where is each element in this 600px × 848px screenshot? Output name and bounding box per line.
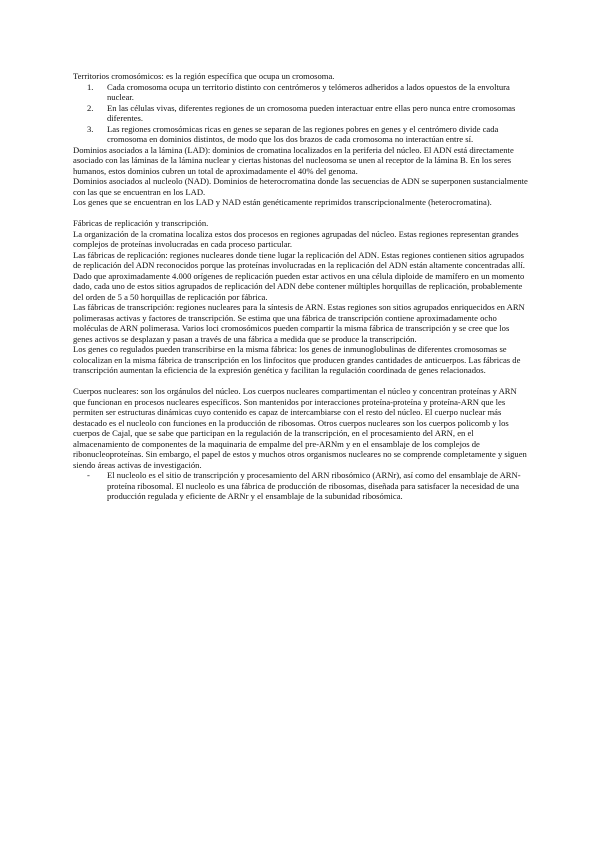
- cuerpos-paragraph: Cuerpos nucleares: son los orgánulos del núcleo. Los cuerpos nucleares compartimentan el núcleo y concentran proteínas y ARN que funcionan en procesos nucleares específicos. Son mantenidos por interacciones proteína-proteína y proteína-ARN que les permiten ser estructuras dinámicas cuyo contenido es capaz de intercambiarse con el resto del núcleo. El cuerpo nuclear más destacado es el nucleolo con funciones en la producción de ribosomas. Otros cuerpos nucleares son los cuerpos policomb y los cuerpos de Cajal, que se sabe que participan en la regulación de la transcripción, en el procesamiento del ARN, en el almacenamiento de componentes de la maquinaria de empalme del pre-ARNm y en el ensamblaje de los complejos de ribonucleoproteínas. Sin embargo, el papel de estos y muchos otros organismos nucleares no se comprende completamente y siguen siendo áreas activas de investigación.: [73, 386, 527, 470]
- list-item: [87, 102, 531, 124]
- list-item-number: 3.: [87, 123, 94, 134]
- dash-bullet: -: [87, 470, 90, 480]
- lad-paragraph: Dominios asociados a la lámina (LAD): dominios de cromatina localizados en la periferia del núcleo. El ADN está directamente asociado con las láminas de la lámina nuclear y ciertas histonas del nucleosoma se unen al receptor de la lámina B. En los seres humanos, estos dominios cubren un total de aproximadamente el 40% del genoma.: [73, 144, 514, 176]
- nad-paragraph: Dominios asociados al nucleolo (NAD). Dominios de heterocromatina donde las secuencias de ADN se superponen sustancialmente con las que se encuentran en los LAD.: [73, 176, 528, 197]
- blank-line: [73, 208, 531, 219]
- list-item: [87, 470, 531, 502]
- cuerpos-list: [73, 470, 531, 502]
- blank-line: [73, 376, 531, 387]
- list-item: [87, 123, 531, 145]
- list-item-number: 1.: [87, 81, 94, 92]
- territorios-intro: Territorios cromosómicos: es la región específica que ocupa un cromosoma.: [73, 71, 335, 81]
- fabricas-paragraph-4: Los genes co regulados pueden transcribirse en la misma fábrica: los genes de inmunoglobulinas de diferentes cromosomas se colocalizan en la misma fábrica de transcripción en los linfocitos que producen grandes cantidades de anticuerpos. Las fábricas de transcripción aumentan la eficiencia de la expresión genética y facilitan la regulación coordinada de genes relacionados.: [73, 344, 521, 375]
- fabricas-paragraph-3: Las fábricas de transcripción: regiones nucleares para la síntesis de ARN. Estas regiones son sitios agrupados enriquecidos en ARN polimerasas activas y factores de transcripción. Se estima que una fábrica de transcripción contiene aproximadamente ocho moléculas de ARN polimerasa. Varios loci cromosómicos pueden compartir la misma fábrica de transcripción y se cree que los genes activos se desplazan y pasan a través de una fábrica a medida que se produce la transcripción.: [73, 302, 525, 344]
- list-item: [87, 81, 531, 103]
- list-item-text: En las células vivas, diferentes regiones de un cromosoma pueden interactuar entre ellas pero nunca entre cromosomas diferentes.: [107, 102, 516, 123]
- document-body: [73, 71, 531, 502]
- list-item-text: Las regiones cromosómicas ricas en genes se separan de las regiones pobres en genes y el centrómero divide cada cromosoma en dominios distintos, de modo que los dos brazos de cada cromosoma no interactúan entre sí.: [107, 123, 499, 144]
- fabricas-paragraph-2: Las fábricas de replicación: regiones nucleares donde tiene lugar la replicación del ADN. Estas regiones contienen sitios agrupados de replicación del ADN reconocidos porque las proteínas involucradas en la replicación del ADN están altamente concentradas allí. Dado que aproximadamente 4.000 orígenes de replicación pueden estar activos en una célula diploide de mamífero en un momento dado, cada uno de estos sitios agrupados de replicación del ADN debe contener múltiples horquillas de replicación, probablemente del orden de 5 a 50 horquillas de replicación por fábrica.: [73, 249, 525, 302]
- genes-paragraph: Los genes que se encuentran en los LAD y NAD están genéticamente reprimidos transcripcionalmente (heterocromatina).: [73, 197, 492, 207]
- fabricas-title: Fábricas de replicación y transcripción.: [73, 218, 209, 228]
- list-item-text: Cada cromosoma ocupa un territorio distinto con centrómeros y telómeros adheridos a lados opuestos de la envoltura nuclear.: [107, 81, 510, 102]
- list-item-text: El nucleolo es el sitio de transcripción y procesamiento del ARN ribosómico (ARNr), así como del ensamblaje de ARN-proteína ribosomal. El nucleolo es una fábrica de producción de ribosomas, diseñada para satisfacer la necesidad de una producción regulada y eficiente de ARNr y el ensamblaje de la subunidad ribosómica.: [107, 470, 521, 501]
- list-item-number: 2.: [87, 102, 94, 113]
- fabricas-paragraph-1: La organización de la cromatina localiza estos dos procesos en regiones agrupadas del núcleo. Estas regiones representan grandes complejos de proteínas involucradas en cada proceso particular.: [73, 228, 519, 249]
- territorios-list: [73, 82, 531, 145]
